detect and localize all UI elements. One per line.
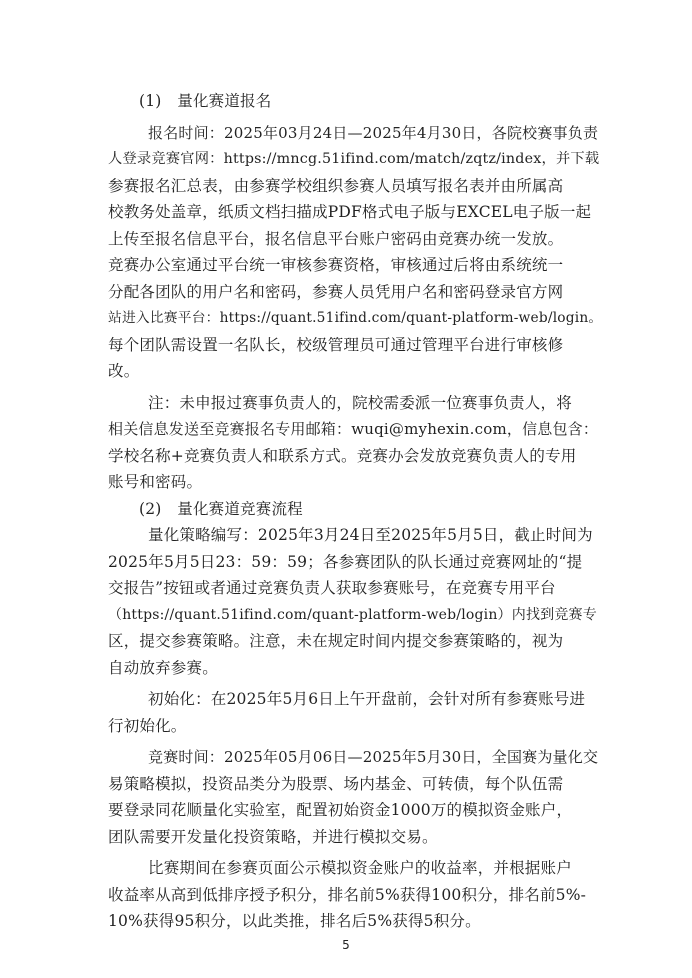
registration-line-8: 站进入比赛平台：https://quant.51ifind.com/quant-platform-web/login。 bbox=[108, 310, 603, 326]
competition-line-2: 易策略模拟，投资品类分为股票、场内基金、可转债，每个队伍需 bbox=[108, 774, 564, 793]
scoring-line-3: 10%获得95积分，以此类推，排名后5%获得5积分。 bbox=[108, 912, 481, 930]
init-line-2: 行初始化。 bbox=[108, 716, 187, 735]
note-line-4: 账号和密码。 bbox=[108, 473, 203, 491]
strategy-line-3: 交报告”按钮或者通过竞赛负责人获取参赛账号，在竞赛专用平台 bbox=[108, 579, 556, 597]
strategy-line-2: 2025年5月5日23：59：59；各参赛团队的队长通过竞赛网址的“提 bbox=[108, 552, 583, 571]
page-number: 5 bbox=[342, 938, 350, 952]
page-body bbox=[108, 88, 604, 935]
scoring-line-2: 收益率从高到低排序授予积分，排名前5%获得100积分，排名前5%- bbox=[108, 885, 587, 904]
registration-line-1: 报名时间：2025年03月24日—2025年4月30日，各院校赛事负责 bbox=[148, 123, 599, 142]
registration-line-5: 上传至报名信息平台，报名信息平台账户密码由竞赛办统一发放。 bbox=[108, 229, 564, 248]
registration-line-4: 校教务处盖章，纸质文档扫描成PDF格式电子版与EXCEL电子版一起 bbox=[108, 203, 592, 221]
init-line-1: 初始化：在2025年5月6日上午开盘前，会针对所有参赛账号进 bbox=[148, 690, 586, 708]
registration-line-6: 竞赛办公室通过平台统一审核参赛资格，审核通过后将由系统统一 bbox=[108, 256, 564, 274]
registration-line-2: 人登录竞赛官网：https://mncg.51ifind.com/match/zqtz/index，并下载 bbox=[108, 151, 600, 167]
strategy-line-5: 区，提交参赛策略。注意，未在规定时间内提交参赛策略的，视为 bbox=[108, 632, 564, 650]
section-heading-registration: (1) 量化赛道报名 bbox=[139, 92, 272, 110]
note-line-3: 学校名称+竞赛负责人和联系方式。竞赛办会发放竞赛负责人的专用 bbox=[108, 446, 577, 465]
registration-line-10: 改。 bbox=[108, 362, 140, 380]
competition-line-1: 竞赛时间：2025年05月06日—2025年5月30日，全国赛为量化交 bbox=[148, 748, 599, 766]
strategy-line-1: 量化策略编写：2025年3月24日至2025年5月5日，截止时间为 bbox=[148, 526, 593, 544]
competition-line-3: 要登录同花顺量化实验室，配置初始资金1000万的模拟资金账户， bbox=[108, 801, 573, 819]
competition-line-4: 团队需要开发量化投资策略，并进行模拟交易。 bbox=[108, 827, 438, 846]
note-line-2: 相关信息发送至竞赛报名专用邮箱：wuqi@myhexin.com，信息包含： bbox=[108, 420, 599, 438]
section-heading-process: (2) 量化赛道竞赛流程 bbox=[139, 499, 303, 518]
strategy-line-6: 自动放弃参赛。 bbox=[108, 658, 218, 677]
registration-line-9: 每个团队需设置一名队长，校级管理员可通过管理平台进行审核修 bbox=[108, 335, 564, 354]
scoring-line-1: 比赛期间在参赛页面公示模拟资金账户的收益率，并根据账户 bbox=[148, 859, 572, 877]
registration-line-7: 分配各团队的用户名和密码，参赛人员凭用户名和密码登录官方网 bbox=[108, 282, 564, 301]
strategy-line-4: （https://quant.51ifind.com/quant-platform-web/login）内找到竞赛专 bbox=[108, 606, 597, 623]
registration-line-3: 参赛报名汇总表，由参赛学校组织参赛人员填写报名表并由所属高 bbox=[108, 176, 564, 195]
note-line-1: 注：未申报过赛事负责人的，院校需委派一位赛事负责人，将 bbox=[148, 393, 572, 412]
